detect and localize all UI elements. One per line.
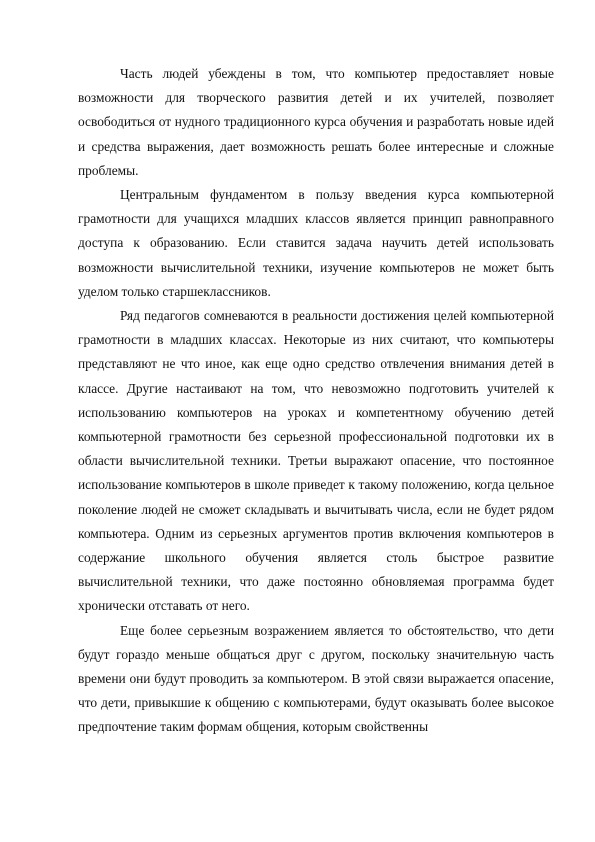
paragraph: Ряд педагогов сомневаются в реальности достижения целей компьютерной грамотности в младших классах. Некоторые из них считают, что компьютеры представляют не что иное, как еще одно средство отвлечения внимания детей в классе. Другие настаивают на том, что невозможно подготовить учителей к использованию компьютеров на уроках и компетентному обучению детей компьютерной грамотности без серьезной профессиональной подготовки их в области вычислительной техники. Третьи выражают опасение, что постоянное использование компьютеров в школе приведет к такому положению, когда цельное поколение людей не сможет складывать и вычитывать числа, если не будет рядом компьютера. Одним из серьезных аргументов против включения компьютеров в содержание школьного обучения является столь быстрое развитие вычислительной техники, что даже постоянно обновляемая программа будет хронически отставать от него. <box>78 308 554 614</box>
paragraph: Часть людей убеждены в том, что компьютер предоставляет новые возможности для творческого развития детей и их учителей, позволяет освободиться от нудного традиционного курса обучения и разработать новые идей и средства выражения, дает возможность решать более интересные и сложные проблемы. <box>78 66 554 178</box>
document-page <box>78 62 554 740</box>
paragraph: Центральным фундаментом в пользу введения курса компьютерной грамотности для учащихся младших классов является принцип равноправного доступа к образованию. Если ставится задача научить детей использовать возможности вычислительной техники, изучение компьютеров не может быть уделом только старшеклассников. <box>78 187 554 299</box>
paragraph: Еще более серьезным возражением является то обстоятельство, что дети будут гораздо меньше общаться друг с другом, поскольку значительную часть времени они будут проводить за компьютером. В этой связи выражается опасение, что дети, привыкшие к общению с компьютерами, будут оказывать более высокое предпочтение таким формам общения, которым свойственны <box>78 622 554 735</box>
